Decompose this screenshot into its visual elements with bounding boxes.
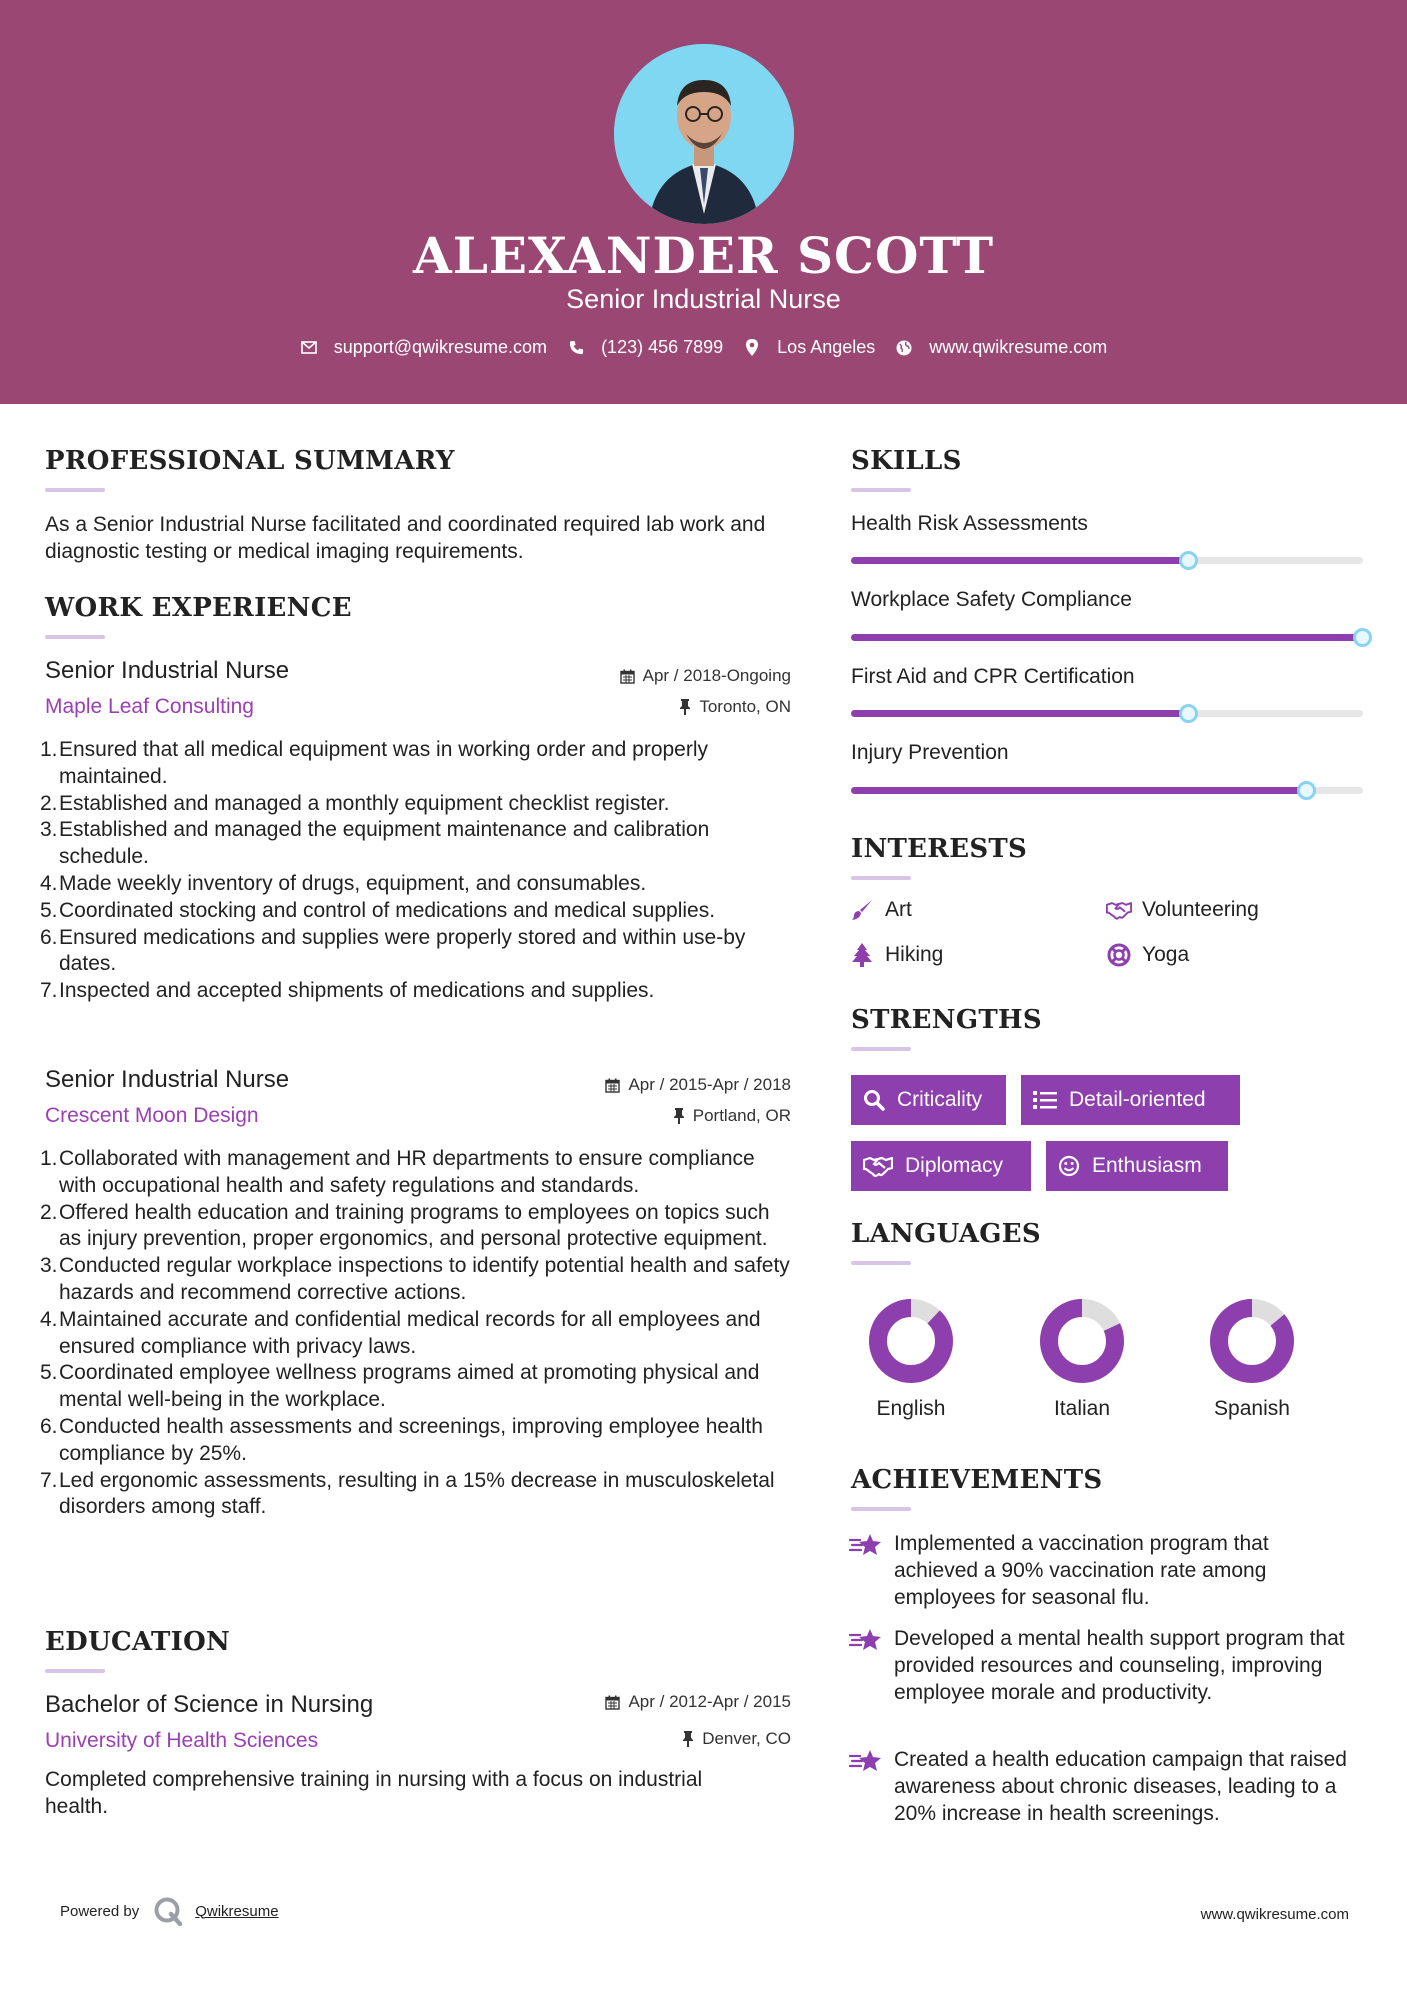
- job-location-1: [480, 697, 791, 717]
- language-donut: [1207, 1296, 1297, 1386]
- skill-bar-2: [851, 634, 1363, 641]
- summary-text: As a Senior Industrial Nurse facilitated and coordinated required lab work and diagnostic testing or medical imaging requirements.: [45, 513, 766, 563]
- skill-bar-knob: [1353, 628, 1372, 647]
- skill-bar-4: [851, 787, 1363, 794]
- experience-heading: WORK EXPERIENCE: [45, 593, 352, 623]
- phone-icon: [567, 339, 585, 357]
- list-item: 7. Inspected and accepted shipments of medications and supplies.: [40, 979, 655, 1003]
- interest-hiking: [849, 942, 943, 968]
- contact-location: [743, 337, 875, 358]
- candidate-title: Senior Industrial Nurse: [566, 284, 841, 314]
- handshake-icon: [863, 1155, 893, 1177]
- skill-bar-knob: [1297, 781, 1316, 800]
- skill-label-1: Health Risk Assessments: [851, 512, 1088, 535]
- strength-tag-detail-oriented: [1021, 1075, 1240, 1125]
- job-date-1: [480, 666, 791, 686]
- achievement-2: [849, 1625, 1349, 1706]
- list-item: 3. Conducted regular workplace inspections to identify potential health and safety hazards and recommend corrective actions.: [40, 1254, 790, 1304]
- language-name: English: [876, 1397, 946, 1420]
- strength-label: Detail-oriented: [1069, 1088, 1206, 1111]
- interest-label: Art: [885, 898, 912, 921]
- paintbrush-icon: [849, 897, 875, 923]
- strength-label: Criticality: [897, 1088, 983, 1111]
- skill-bar-fill: [851, 557, 1189, 564]
- interest-art: [849, 897, 912, 923]
- achievement-1: [849, 1530, 1349, 1611]
- list-item: 6. Ensured medications and supplies were properly stored and within use-by dates.: [40, 925, 746, 976]
- language-spanish: [1182, 1296, 1322, 1421]
- summary-rule: [45, 488, 105, 492]
- lifebuoy-icon: [1106, 942, 1132, 968]
- email-text: support@qwikresume.com: [333, 337, 548, 357]
- education-date: [480, 1692, 791, 1712]
- pushpin-icon: [679, 699, 691, 715]
- interests-rule: [851, 876, 911, 880]
- list-item: 1. Ensured that all medical equipment was in working order and properly maintained.: [40, 738, 709, 788]
- website-text: www.qwikresume.com: [929, 337, 1108, 357]
- school-name: University of Health Sciences: [45, 1729, 319, 1752]
- skill-bar-knob: [1179, 551, 1198, 570]
- skill-label-4: Injury Prevention: [851, 741, 1009, 764]
- education-text: Completed comprehensive training in nursing with a focus on industrial health.: [45, 1768, 703, 1818]
- strength-tag-criticality: [851, 1075, 1006, 1125]
- shooting-star-icon: [849, 1625, 885, 1706]
- job-date-text-2: Apr / 2015-Apr / 2018: [628, 1075, 791, 1094]
- strength-tag-enthusiasm: [1046, 1141, 1228, 1191]
- list-item: 4. Made weekly inventory of drugs, equipment, and consumables.: [40, 871, 647, 895]
- candidate-name: ALEXANDER SCOTT: [412, 226, 995, 285]
- globe-icon: [895, 339, 913, 357]
- pushpin-icon: [673, 1108, 685, 1124]
- list-item: 6. Conducted health assessments and screenings, improving employee health compliance by 25%.: [40, 1414, 763, 1465]
- interest-yoga: [1106, 942, 1189, 968]
- job-duties-1: [40, 737, 790, 1005]
- search-icon: [863, 1089, 885, 1111]
- skill-label-3: First Aid and CPR Certification: [851, 665, 1135, 688]
- map-pin-icon: [743, 339, 761, 357]
- list-item: 2. Established and managed a monthly equipment checklist register.: [40, 791, 670, 815]
- handshake-icon: [1106, 897, 1132, 923]
- job-date-text-1: Apr / 2018-Ongoing: [642, 666, 791, 685]
- list-item: 5. Coordinated stocking and control of medications and medical supplies.: [40, 898, 716, 922]
- calendar-icon: [620, 669, 635, 684]
- skill-bar-fill: [851, 710, 1189, 717]
- education-location: [480, 1729, 791, 1749]
- job-date-2: [480, 1075, 791, 1095]
- language-english: [841, 1296, 981, 1421]
- interest-label: Hiking: [885, 943, 944, 966]
- strength-tag-diplomacy: [851, 1141, 1031, 1191]
- achievement-text: Developed a mental health support program that provided resources and counseling, improving employee morale and productivity.: [894, 1627, 1345, 1704]
- language-donut: [1037, 1296, 1127, 1386]
- language-name: Italian: [1053, 1397, 1111, 1420]
- language-italian: [1012, 1296, 1152, 1421]
- contact-email[interactable]: [300, 337, 547, 358]
- education-date-text: Apr / 2012-Apr / 2015: [628, 1692, 791, 1711]
- powered-by-text: Powered by: [60, 1902, 140, 1920]
- interests-heading: INTERESTS: [851, 834, 1028, 864]
- summary-heading: PROFESSIONAL SUMMARY: [45, 446, 455, 476]
- calendar-icon: [605, 1078, 620, 1093]
- location-text: Los Angeles: [777, 337, 876, 357]
- skills-rule: [851, 488, 911, 492]
- contact-phone[interactable]: [567, 337, 723, 358]
- list-item: 4. Maintained accurate and confidential medical records for all employees and ensured compliance with privacy laws.: [40, 1307, 761, 1358]
- calendar-icon: [605, 1695, 620, 1710]
- job-duties-2: [40, 1146, 795, 1521]
- profile-photo: [614, 44, 794, 224]
- list-item: 1. Collaborated with management and HR departments to ensure compliance with occupational health and safety regulations and standards.: [40, 1147, 755, 1197]
- phone-text: (123) 456 7899: [601, 337, 724, 357]
- achievements-rule: [851, 1507, 911, 1511]
- resume-header: [0, 0, 1407, 404]
- company-2: Crescent Moon Design: [45, 1104, 259, 1127]
- smiley-icon: [1058, 1155, 1080, 1177]
- list-icon: [1033, 1090, 1057, 1110]
- degree-title: Bachelor of Science in Nursing: [45, 1691, 374, 1718]
- tree-icon: [849, 942, 875, 968]
- strength-label: Enthusiasm: [1092, 1154, 1202, 1177]
- language-name: Spanish: [1214, 1397, 1290, 1420]
- pushpin-icon: [682, 1731, 694, 1747]
- interest-label: Volunteering: [1142, 898, 1259, 921]
- contact-bar: [0, 337, 1407, 358]
- shooting-star-icon: [849, 1746, 885, 1827]
- achievement-text: Implemented a vaccination program that achieved a 90% vaccination rate among employees for seasonal flu.: [894, 1532, 1269, 1609]
- company-1: Maple Leaf Consulting: [45, 695, 254, 718]
- achievement-text: Created a health education campaign that raised awareness about chronic diseases, leading to a 20% increase in health screenings.: [894, 1748, 1347, 1825]
- footer-powered-by: [60, 1896, 279, 1926]
- skill-bar-knob: [1179, 704, 1198, 723]
- list-item: 2. Offered health education and training programs to employees on topics such as injury prevention, proper ergonomics, and personal protective equipment.: [40, 1200, 770, 1251]
- skill-bar-fill: [851, 787, 1307, 794]
- interest-volunteering: [1106, 897, 1259, 923]
- contact-website[interactable]: [895, 337, 1107, 358]
- job-location-text-2: Portland, OR: [692, 1106, 791, 1125]
- job-title-2: Senior Industrial Nurse: [45, 1066, 290, 1093]
- skill-bar-1: [851, 557, 1363, 564]
- skills-heading: SKILLS: [851, 446, 962, 476]
- job-location-2: [480, 1106, 791, 1126]
- achievements-heading: ACHIEVEMENTS: [851, 1465, 1103, 1495]
- interest-label: Yoga: [1142, 943, 1190, 966]
- language-donut: [866, 1296, 956, 1386]
- strengths-heading: STRENGTHS: [851, 1005, 1042, 1035]
- achievement-3: [849, 1746, 1349, 1827]
- skill-label-2: Workplace Safety Compliance: [851, 588, 1132, 611]
- footer-website[interactable]: www.qwikresume.com: [1200, 1906, 1349, 1923]
- shooting-star-icon: [849, 1530, 885, 1611]
- education-location-text: Denver, CO: [702, 1729, 791, 1748]
- education-rule: [45, 1669, 105, 1673]
- skill-bar-fill: [851, 634, 1363, 641]
- languages-rule: [851, 1261, 911, 1265]
- list-item: 5. Coordinated employee wellness programs aimed at promoting physical and mental well-being in the workplace.: [40, 1361, 760, 1412]
- envelope-icon: [300, 339, 318, 357]
- experience-rule: [45, 635, 105, 639]
- education-heading: EDUCATION: [45, 1627, 231, 1657]
- qwikresume-logo-icon: [153, 1896, 183, 1926]
- strengths-rule: [851, 1047, 911, 1051]
- qwikresume-link[interactable]: Qwikresume: [195, 1902, 279, 1920]
- job-location-text-1: Toronto, ON: [699, 697, 791, 716]
- list-item: 7. Led ergonomic assessments, resulting in a 15% decrease in musculoskeletal disorders among staff.: [40, 1468, 775, 1519]
- list-item: 3. Established and managed the equipment maintenance and calibration schedule.: [40, 818, 710, 869]
- strength-label: Diplomacy: [905, 1154, 1004, 1177]
- skill-bar-3: [851, 710, 1363, 717]
- languages-heading: LANGUAGES: [851, 1219, 1041, 1249]
- job-title-1: Senior Industrial Nurse: [45, 657, 290, 684]
